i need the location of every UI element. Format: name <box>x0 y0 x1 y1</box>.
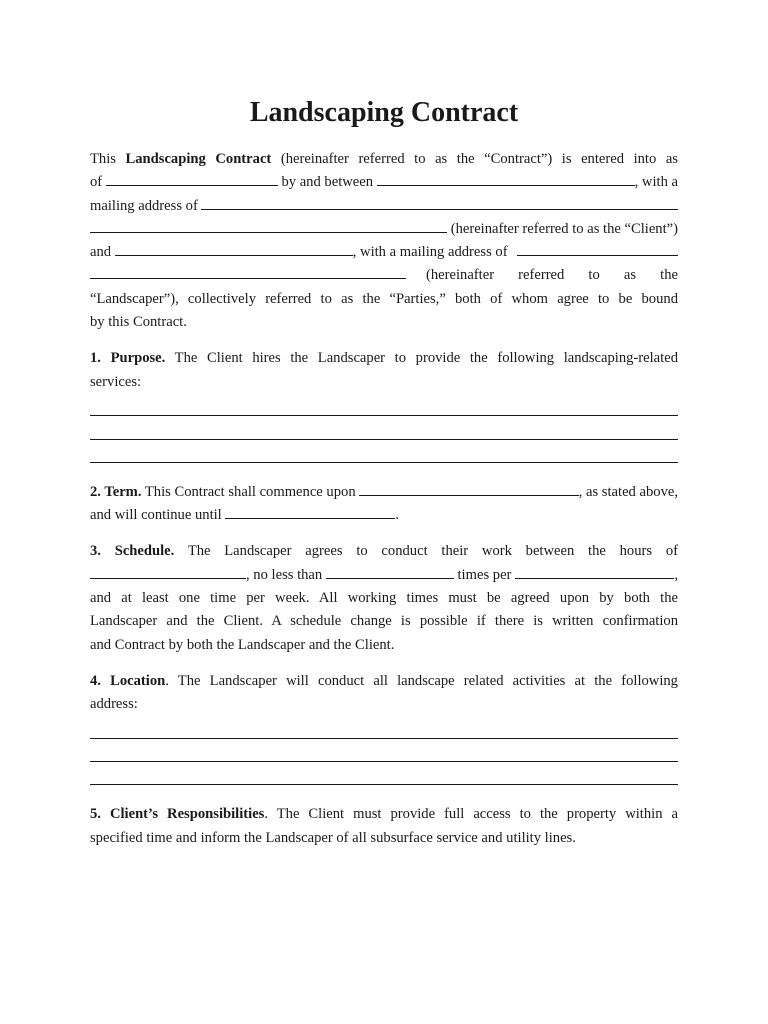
intro-line: and , with a mailing address of <box>90 241 678 264</box>
section-heading: 4. Location <box>90 672 166 689</box>
document-title: Landscaping Contract <box>249 97 519 128</box>
section-responsibilities: 5. Client’s Responsibilities. The Client must provide full access to the property within a specified time and inform the Landscaper of all subsurface service and utility lines. <box>90 806 678 846</box>
hours-blank[interactable] <box>90 578 246 579</box>
services-blank[interactable] <box>90 393 678 416</box>
section-location: 4. Location. The Landscaper will conduct all landscape related activities at the following address: <box>90 670 678 790</box>
section-heading: 2. Term. <box>90 483 142 500</box>
address-blank[interactable] <box>90 762 678 785</box>
address-blank-lines <box>90 721 678 791</box>
landscaper-address-blank[interactable] <box>517 255 678 256</box>
intro-line: This Landscaping Contract (hereinafter referred to as the “Contract”) is entered into as <box>90 151 678 167</box>
start-date-blank[interactable] <box>359 495 578 496</box>
services-blank[interactable] <box>90 440 678 463</box>
services-blank[interactable] <box>90 416 678 439</box>
landscaper-address-blank-2[interactable] <box>90 278 406 279</box>
section-heading: 5. Client’s Responsibilities <box>90 806 265 823</box>
client-address-blank-2[interactable] <box>90 232 447 233</box>
client-name-blank[interactable] <box>377 185 635 186</box>
address-blank[interactable] <box>90 716 678 739</box>
section-term: 2. Term. This Contract shall commence upon , as stated above, and will continue until . <box>90 481 678 528</box>
address-blank[interactable] <box>90 739 678 762</box>
client-address-blank[interactable] <box>201 209 678 210</box>
date-blank[interactable] <box>106 185 278 186</box>
intro-line: “Landscaper”), collectively referred to as the “Parties,” both of whom agree to be bound <box>90 290 678 307</box>
landscaper-name-blank[interactable] <box>115 255 353 256</box>
intro-line: (hereinafter referred to as the <box>90 264 678 287</box>
section-heading: 3. Schedule. <box>90 543 175 560</box>
times-blank[interactable] <box>326 578 454 579</box>
contract-name: Landscaping Contract <box>125 151 272 167</box>
intro-line: by this Contract. <box>90 314 187 331</box>
services-blank-lines <box>90 398 678 468</box>
end-date-blank[interactable] <box>225 518 395 519</box>
intro-line: mailing address of <box>90 195 678 218</box>
period-blank[interactable] <box>515 578 674 579</box>
section-schedule: 3. Schedule. The Landscaper agrees to conduct their work between the hours of , no less than times per , and at least one time per week. All working times must be agreed upon by both the Landscaper and the Client. A schedule change is possible if there is written confirmation and Contract by both the Landscaper and the Client. <box>90 543 678 653</box>
intro-line: (hereinafter referred to as the “Client”) <box>90 218 678 241</box>
section-heading: 1. Purpose. <box>90 350 166 367</box>
section-purpose: 1. Purpose. The Client hires the Landscaper to provide the following landscaping-related services: <box>90 347 678 467</box>
intro-paragraph <box>90 148 678 334</box>
intro-line: of by and between , with a <box>90 174 678 191</box>
